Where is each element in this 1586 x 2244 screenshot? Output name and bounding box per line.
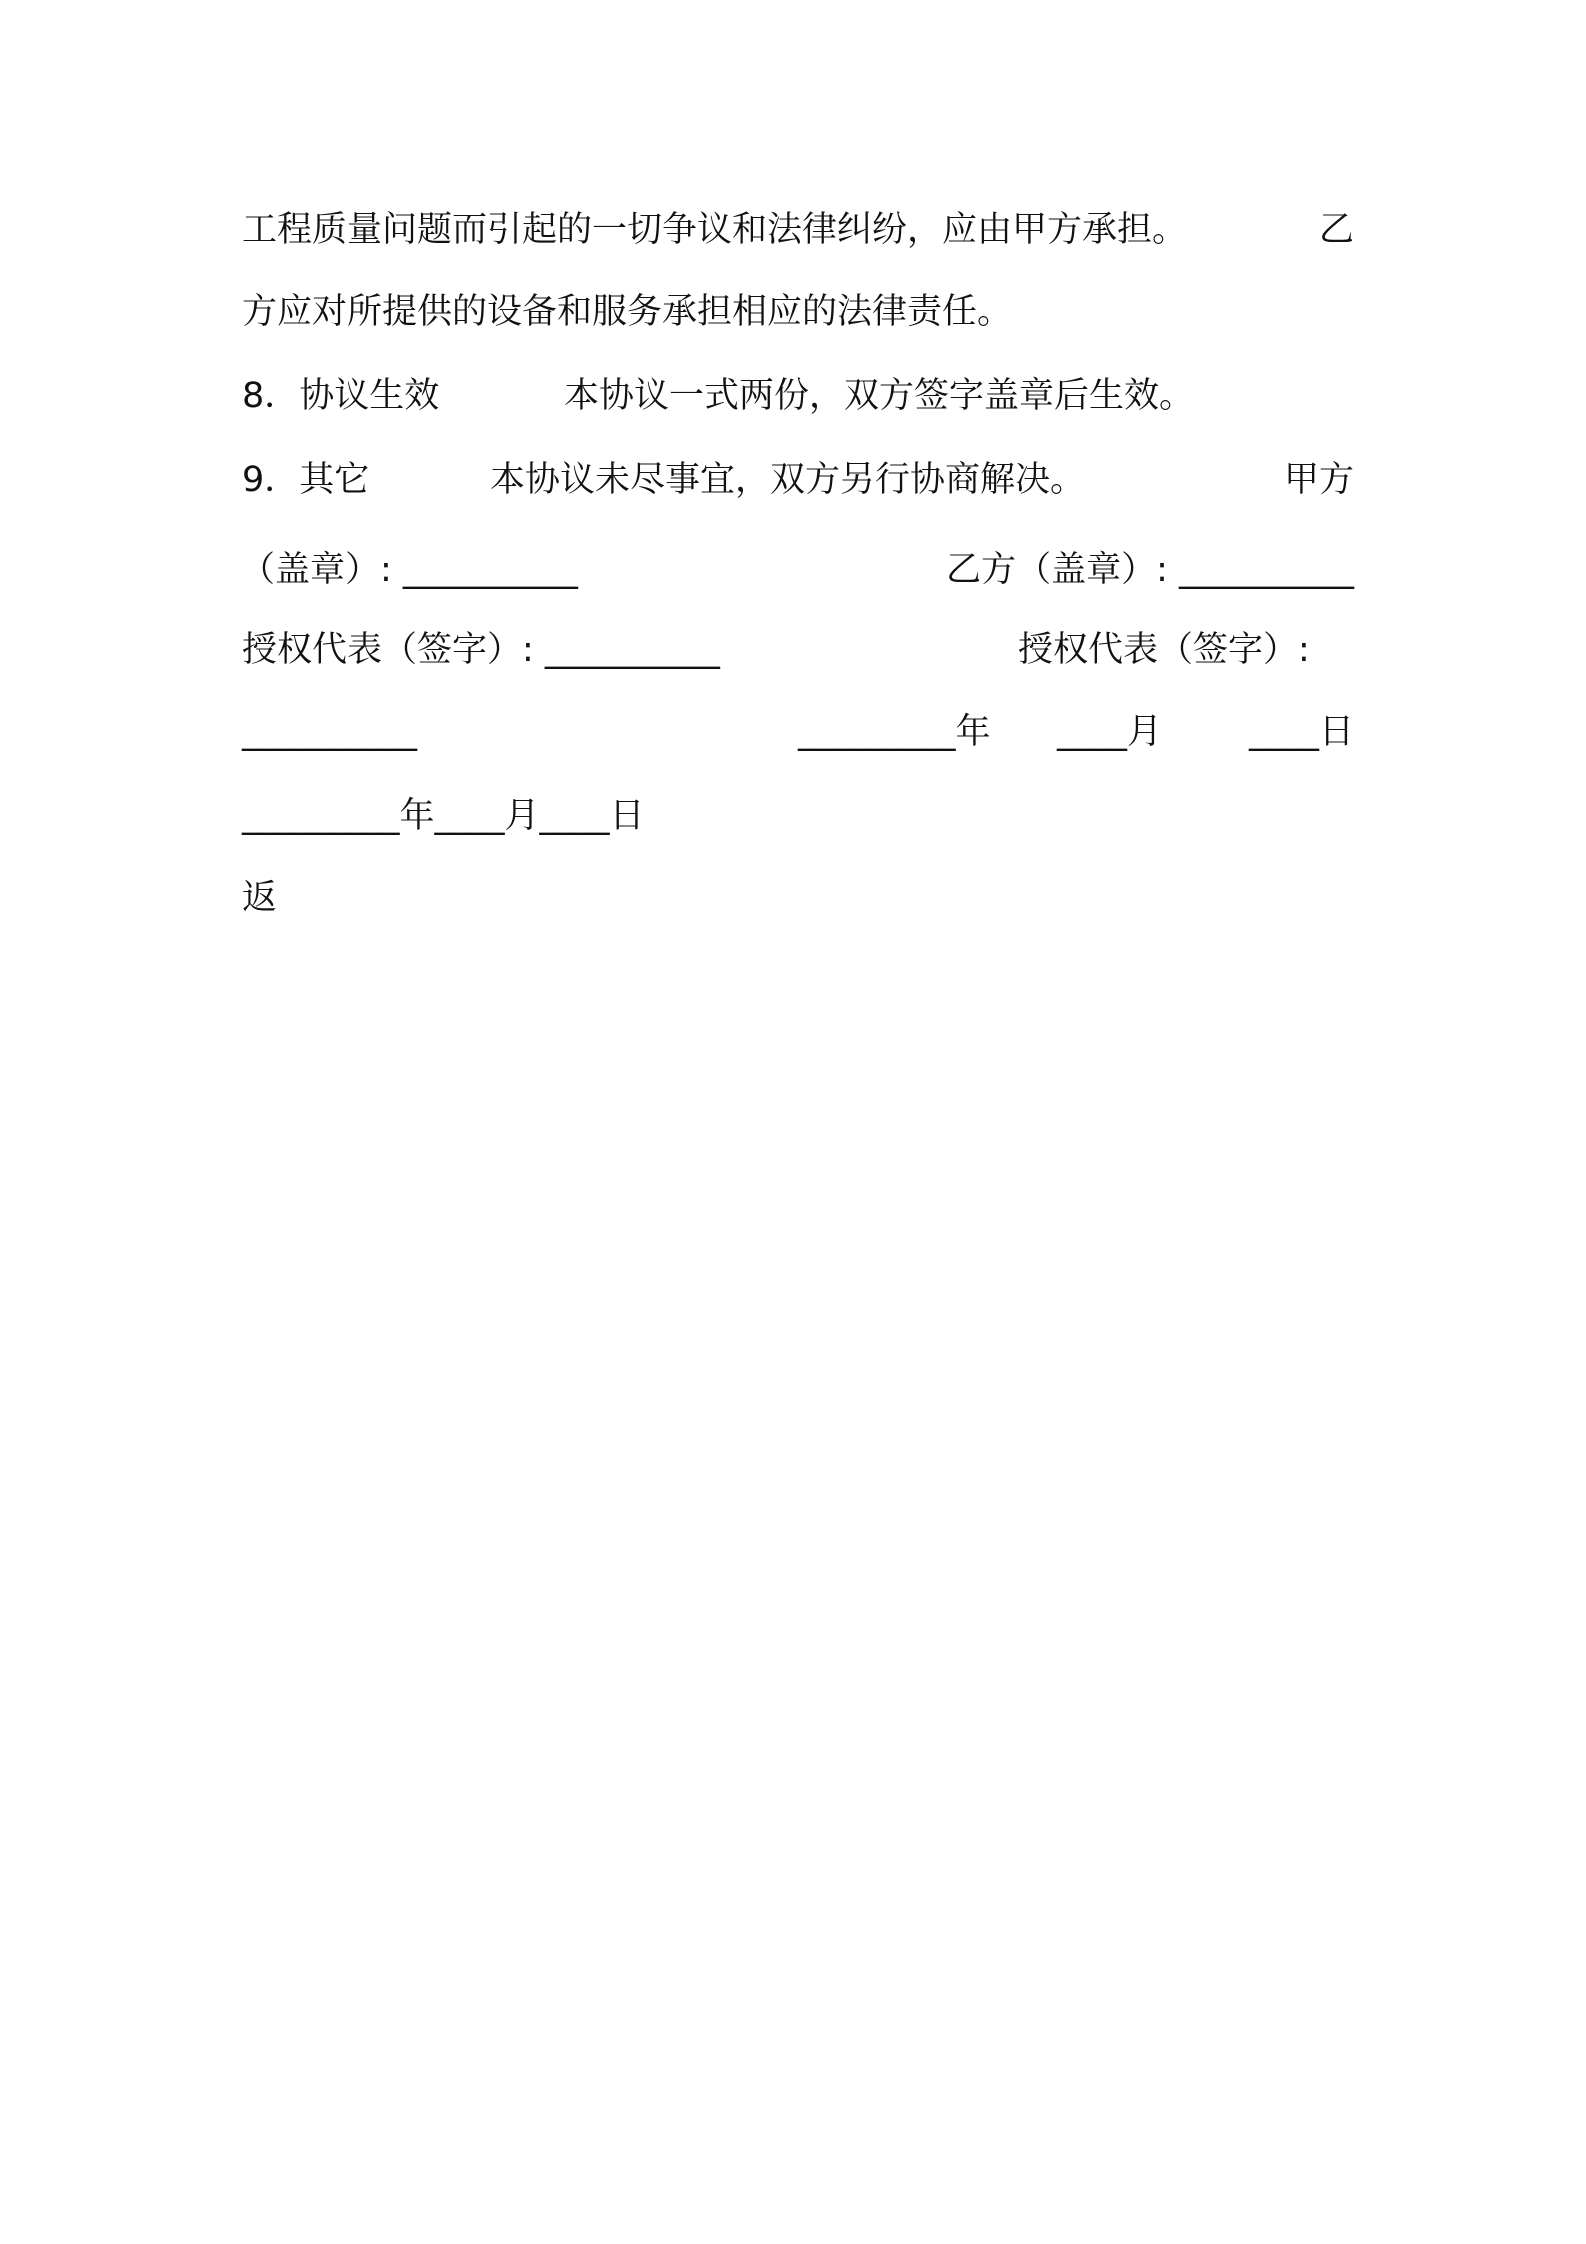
representative-line	[242, 624, 1354, 676]
paragraph-line	[242, 204, 1354, 256]
party-b-date-day: ____日	[1248, 712, 1354, 752]
party-a-seal: （盖章）: __________	[240, 550, 578, 590]
return-text: 返	[242, 878, 278, 918]
liability-text-continued: 方应对所提供的设备和服务承担相应的法律责任。	[242, 292, 1013, 332]
party-a-representative: 授权代表（签字）: __________	[242, 630, 720, 670]
party-a-signature-blank: __________	[242, 712, 417, 752]
paragraph-line	[242, 286, 1354, 338]
party-a-label: 甲方	[1283, 460, 1354, 500]
clause-8-text: 本协议一式两份，双方签字盖章后生效。	[564, 376, 1195, 416]
clause-9-text: 本协议未尽事宜，双方另行协商解决。	[490, 460, 1086, 500]
party-a-date-line	[242, 790, 1354, 842]
party-b-seal: 乙方（盖章）: __________	[946, 550, 1354, 590]
liability-text: 工程质量问题而引起的一切争议和法律纠纷，应由甲方承担。	[242, 210, 1188, 250]
party-a-date: _________年____月____日	[242, 796, 645, 836]
party-b-date-month: ____月	[1057, 712, 1163, 752]
party-b-date-year: _________年	[798, 712, 991, 752]
party-b-representative: 授权代表（签字）:	[1018, 630, 1310, 670]
signature-date-line	[242, 706, 1354, 758]
clause-9-heading: 9．其它	[242, 460, 370, 500]
clause-9	[242, 454, 1354, 506]
footer-line	[242, 872, 1354, 924]
liability-text-end: 乙	[1318, 210, 1354, 250]
seal-line	[242, 544, 1354, 596]
clause-8-heading: 8．协议生效	[242, 376, 440, 416]
clause-8	[242, 370, 1354, 422]
